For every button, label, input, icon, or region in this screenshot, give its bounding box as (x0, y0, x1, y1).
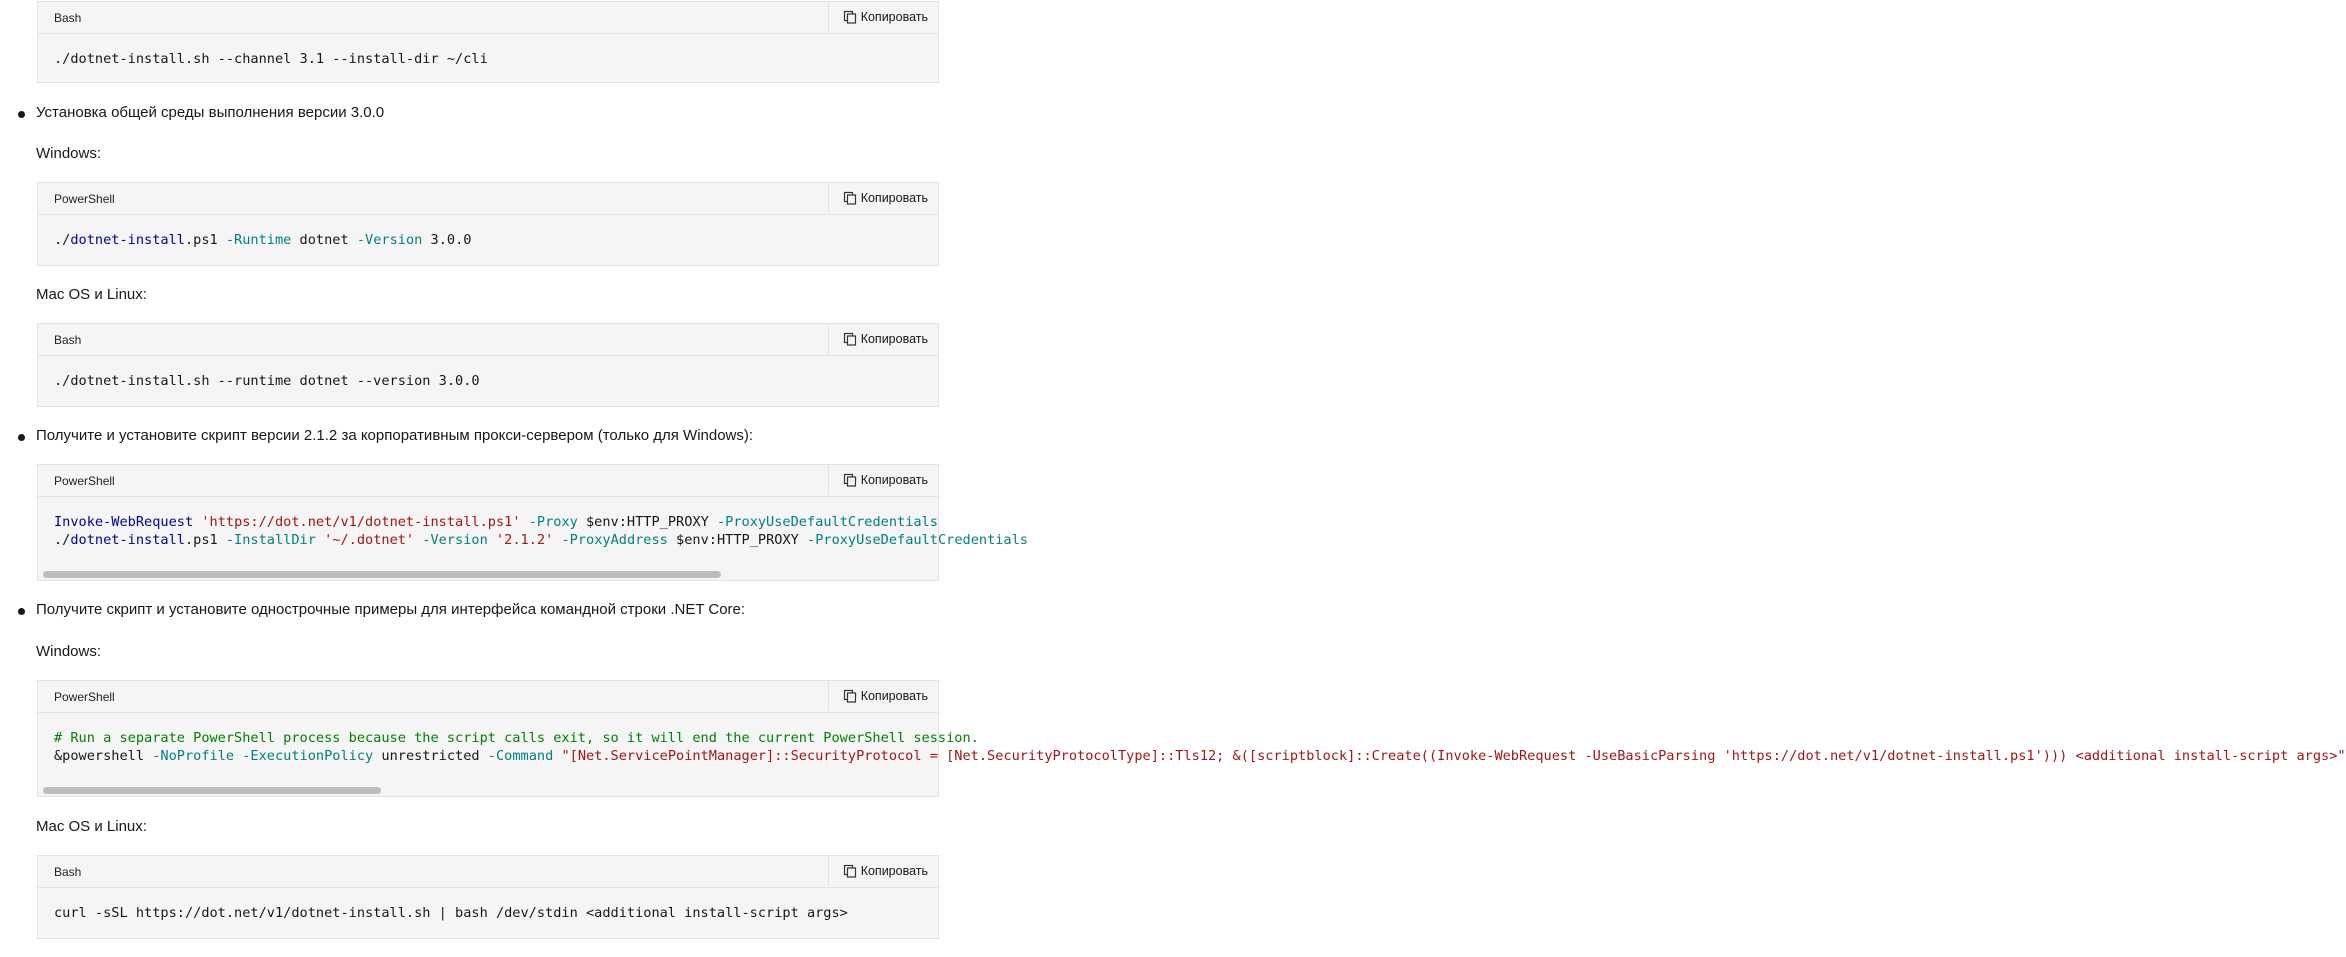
code-token: -Version (356, 232, 423, 248)
code-block-powershell-oneliner (37, 680, 2346, 797)
code-token: dotnet (291, 232, 357, 248)
code-token: -NoProfile (152, 748, 235, 764)
code-line (54, 747, 2346, 765)
os-label-mac-linux: Mac OS и Linux: (36, 818, 147, 835)
code-token: -InstallDir (225, 532, 316, 548)
code-token: "[Net.ServicePointManager]::SecurityProtocol = [Net.SecurityProtocolType]::Tls12; &([scriptblock]::Create((Invoke-WebRequest -UseBasicParsing 'https://dot.net/v1/dotnet-install.ps1'))) <additional install-script args>" (561, 748, 2346, 764)
copy-button[interactable] (828, 465, 938, 495)
copy-icon (843, 689, 857, 703)
copy-button[interactable] (828, 2, 938, 32)
copy-label: Копировать (860, 191, 928, 205)
bullet-text: Получите и установите скрипт версии 2.1.2 за корпоративным прокси-сервером (только для Windows): (36, 427, 754, 444)
bullet-text: Получите скрипт и установите однострочные примеры для интерфейса командной строки .NET Core: (36, 601, 746, 618)
copy-icon (843, 864, 857, 878)
code-language-label: Bash (54, 333, 82, 347)
code-content (38, 713, 2346, 765)
copy-label: Копировать (860, 332, 928, 346)
copy-label: Копировать (860, 864, 928, 878)
code-token: .ps1 (184, 532, 226, 548)
bullet (18, 111, 25, 118)
copy-button[interactable] (828, 324, 938, 354)
code-token: 'https://dot.net/v1/dotnet-install.ps1' (201, 514, 521, 530)
code-token: dotnet-install (70, 532, 185, 548)
code-language-label: PowerShell (54, 474, 115, 488)
os-label-windows: Windows: (36, 643, 102, 660)
code-token: dotnet-install (70, 232, 185, 248)
code-token: -ProxyAddress (561, 532, 668, 548)
code-token: -Command (487, 748, 554, 764)
code-token: $env:HTTP_PROXY (667, 532, 808, 548)
copy-button[interactable] (828, 856, 938, 886)
code-block-bash-curl (37, 855, 939, 939)
code-token: -Proxy (528, 514, 578, 530)
code-content (38, 34, 938, 68)
code-token: -ProxyUseDefaultCredentials (716, 514, 938, 530)
code-token (521, 514, 529, 530)
code-content (38, 888, 938, 922)
code-token: $env:HTTP_PROXY (577, 514, 717, 530)
code-token: '2.1.2' (495, 532, 554, 548)
copy-label: Копировать (860, 10, 928, 24)
code-block-header (38, 2, 938, 34)
code-language-label: PowerShell (54, 192, 115, 206)
code-token (488, 532, 496, 548)
code-block-bash-channel (37, 1, 939, 83)
code-token (316, 532, 324, 548)
code-language-label: PowerShell (54, 690, 115, 704)
code-line: curl -sSL https://dot.net/v1/dotnet-install.sh | bash /dev/stdin <additional install-script args> (54, 905, 848, 921)
copy-label: Копировать (860, 473, 928, 487)
code-block-powershell-proxy (37, 464, 1028, 581)
bullet (18, 434, 25, 441)
code-token: -ExecutionPolicy (242, 748, 374, 764)
code-block-header (38, 856, 938, 888)
code-block-powershell-runtime (37, 182, 939, 266)
os-label-windows: Windows: (36, 145, 102, 162)
copy-button[interactable] (828, 183, 938, 213)
code-block-header (38, 681, 938, 713)
code-token: 3.0.0 (422, 232, 472, 248)
code-token: -Version (422, 532, 488, 548)
code-language-label: Bash (54, 865, 82, 879)
code-token: &powershell (54, 748, 153, 764)
code-block-header (38, 183, 938, 215)
horizontal-scrollbar[interactable] (40, 785, 936, 795)
code-content (38, 215, 938, 249)
bullet (18, 608, 25, 615)
copy-icon (843, 332, 857, 346)
code-language-label: Bash (54, 11, 82, 25)
code-content (38, 356, 938, 390)
code-token: .ps1 (184, 232, 226, 248)
code-comment: # Run a separate PowerShell process because the script calls exit, so it will end the current PowerShell session. (54, 730, 979, 746)
code-block-header (38, 465, 938, 497)
copy-label: Копировать (860, 689, 928, 703)
code-line (54, 729, 979, 747)
code-line (54, 531, 1028, 549)
code-token: Invoke-WebRequest (54, 514, 194, 530)
scrollbar-thumb[interactable] (43, 571, 721, 578)
os-label-mac-linux: Mac OS и Linux: (36, 286, 147, 303)
code-token: ./ (54, 532, 71, 548)
copy-button[interactable] (828, 681, 938, 711)
code-token: ./ (54, 232, 71, 248)
code-block-header (38, 324, 938, 356)
copy-icon (843, 10, 857, 24)
code-line: ./dotnet-install.sh --runtime dotnet --version 3.0.0 (54, 373, 480, 389)
copy-icon (843, 191, 857, 205)
code-content (38, 497, 1028, 549)
bullet-text: Установка общей среды выполнения версии 3.0.0 (36, 104, 385, 121)
code-line (54, 513, 938, 531)
code-line: ./dotnet-install.sh --channel 3.1 --install-dir ~/cli (54, 51, 488, 67)
code-token: -ProxyUseDefaultCredentials (807, 532, 1028, 548)
horizontal-scrollbar[interactable] (40, 569, 936, 579)
code-block-bash-runtime (37, 323, 939, 407)
copy-icon (843, 473, 857, 487)
code-token: '~/.dotnet' (324, 532, 415, 548)
code-token: unrestricted (373, 748, 488, 764)
code-token: -Runtime (225, 232, 292, 248)
scrollbar-thumb[interactable] (43, 787, 381, 794)
